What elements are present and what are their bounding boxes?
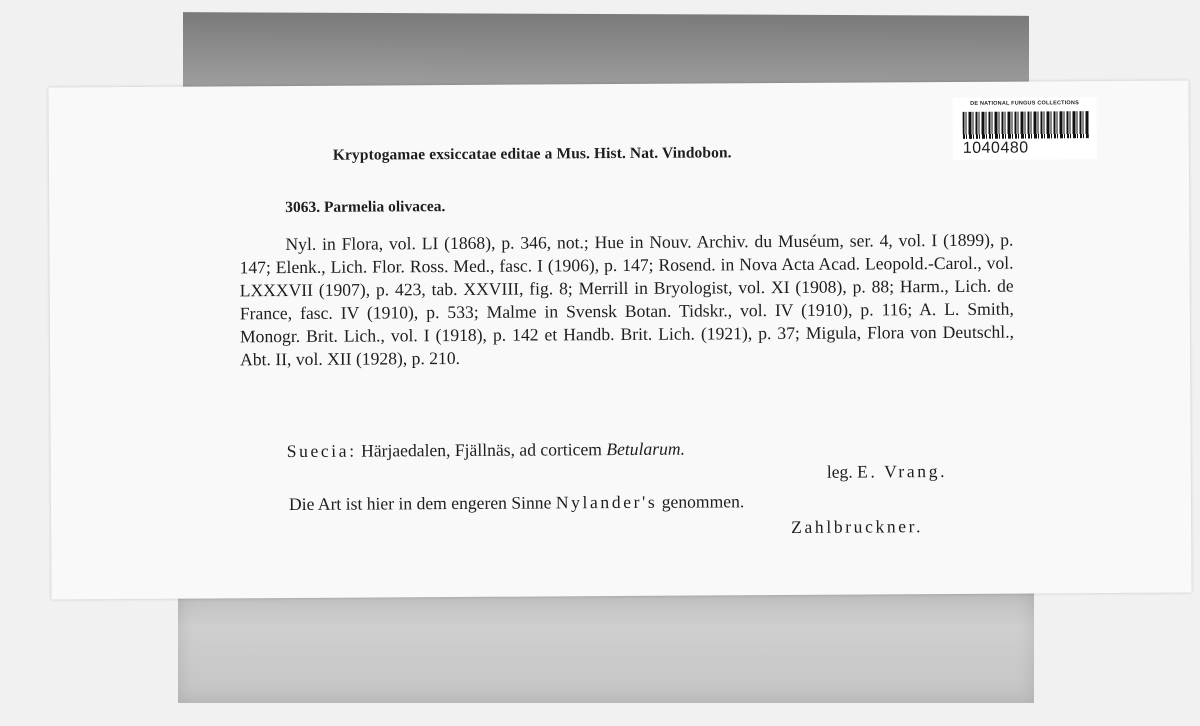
species-number: 3063. xyxy=(285,198,321,217)
barcode-sticker xyxy=(953,97,1097,160)
determiner-name: Zahlbruckner. xyxy=(791,516,924,537)
series-heading: Kryptogamae exsiccatae editae a Mus. Hist. Nat. Vindobon. xyxy=(332,144,732,164)
locality-host: Betularum. xyxy=(606,438,686,460)
collector-name: E. Vrang. xyxy=(857,461,948,482)
barcode-bars xyxy=(963,111,1089,139)
collector-line xyxy=(827,460,947,484)
locality-line xyxy=(287,438,685,463)
barcode-institution: DE NATIONAL FUNGUS COLLECTIONS xyxy=(970,100,1079,107)
note-before: Die Art ist hier in dem engeren Sinne xyxy=(288,492,552,515)
bibliography-text: Nyl. in Flora, vol. LI (1868), p. 346, not.; Hue in Nouv. Archiv. du Muséum, ser. 4, vol. I (1899), p. 147; Elenk., Lich. Flor. Ross. Med., fasc. I (1906), p. 147; Rosend. in Nova Acta Acad. Leopold.-Carol., vol. LXXXVII (1907), p. 423, tab. XXVIII, fig. 8; Merrill in Bryologist, vol. XI (1908), p. 88; Harm., Lich. de France, fasc. IV (1910), p. 533; Malme in Svensk Botan. Tidskr., vol. IV (1910), p. 116; A. L. Smith, Monogr. Brit. Lich., vol. I (1918), p. 142 et Handb. Brit. Lich. (1921), p. 37; Migula, Flora von Deutschl., Abt. II, vol. XII (1928), p. 210. xyxy=(239,229,1015,369)
barcode-number: 1040480 xyxy=(962,139,1029,157)
note-after: genommen. xyxy=(661,491,745,512)
herbarium-label xyxy=(48,81,1191,600)
locality-text: Härjaedalen, Fjällnäs, ad corticem xyxy=(361,439,602,461)
collector-prefix: leg. xyxy=(826,461,853,482)
specimen-packet-bottom xyxy=(178,588,1034,703)
species-title xyxy=(285,198,445,217)
species-name: Parmelia olivacea. xyxy=(323,198,446,216)
note-line xyxy=(289,490,744,516)
note-name: Nylander's xyxy=(555,491,658,513)
locality-country: Suecia: xyxy=(286,440,357,462)
